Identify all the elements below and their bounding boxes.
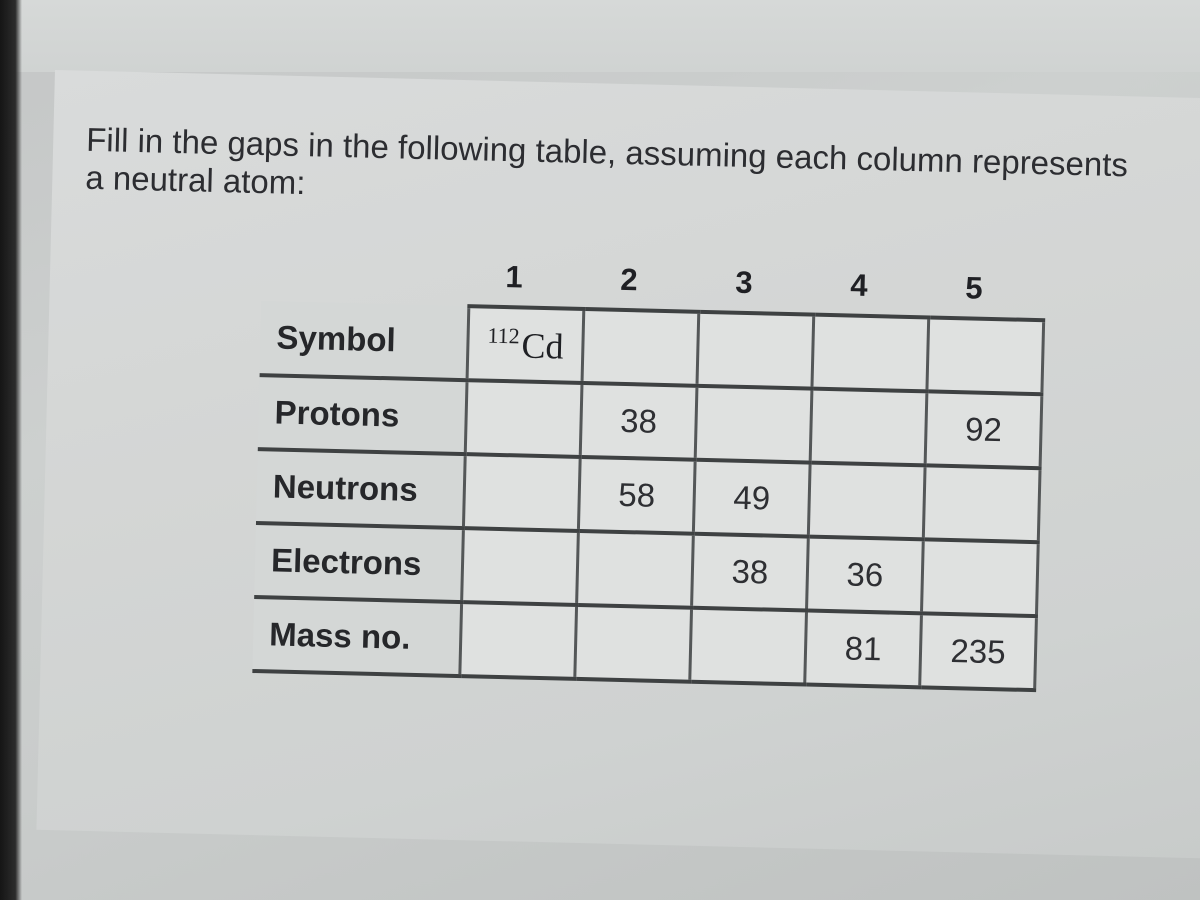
- table-cell: [927, 317, 1044, 394]
- table-cell: 92: [925, 391, 1042, 468]
- atom-table: [263, 253, 1063, 671]
- table-cell: 235: [920, 613, 1037, 690]
- row-label-mass-number: Mass no.: [252, 597, 461, 676]
- column-header-5: 5: [964, 270, 983, 306]
- table-cell: [460, 602, 577, 679]
- column-header-4: 4: [849, 267, 869, 303]
- row-label-protons: Protons: [258, 375, 467, 454]
- element-symbol: Cd: [521, 324, 564, 367]
- column-header-3: 3: [734, 264, 754, 301]
- table-cell: [462, 528, 579, 605]
- table-cell: [575, 605, 692, 682]
- question-text: Fill in the gaps in the following table, assuming each column represents a neutral atom:: [84, 120, 1129, 202]
- photo-dark-edge: [0, 0, 22, 900]
- background-top: [0, 0, 1200, 72]
- table-cell: [695, 386, 812, 463]
- table-cell: [808, 463, 925, 540]
- table-cell: [812, 315, 929, 392]
- table-cell: 36: [807, 537, 924, 614]
- symbol-cell-1: [467, 306, 584, 383]
- mass-number: 112: [487, 322, 521, 348]
- row-label-symbol: Symbol: [260, 301, 469, 380]
- table-cell: [810, 389, 927, 466]
- table-cell: 38: [692, 534, 809, 611]
- atom-grid: [252, 299, 1045, 692]
- table-cell: [577, 531, 694, 608]
- table-cell: 58: [578, 457, 695, 534]
- isotope-symbol: [487, 324, 564, 366]
- table-cell: 81: [805, 611, 922, 688]
- table-cell: 49: [693, 460, 810, 537]
- row-label-neutrons: Neutrons: [256, 449, 465, 528]
- table-cell: 38: [580, 383, 697, 460]
- table-cell: [921, 539, 1038, 616]
- row-label-electrons: Electrons: [254, 523, 463, 602]
- worksheet-page: [36, 70, 1200, 859]
- table-cell: [463, 454, 580, 531]
- table-cell: [465, 380, 582, 457]
- table-cell: [690, 608, 807, 685]
- column-header-2: 2: [620, 261, 639, 298]
- table-cell: [923, 465, 1040, 542]
- table-cell: [582, 309, 699, 386]
- table-cell: [697, 312, 814, 389]
- column-header-1: 1: [505, 259, 524, 295]
